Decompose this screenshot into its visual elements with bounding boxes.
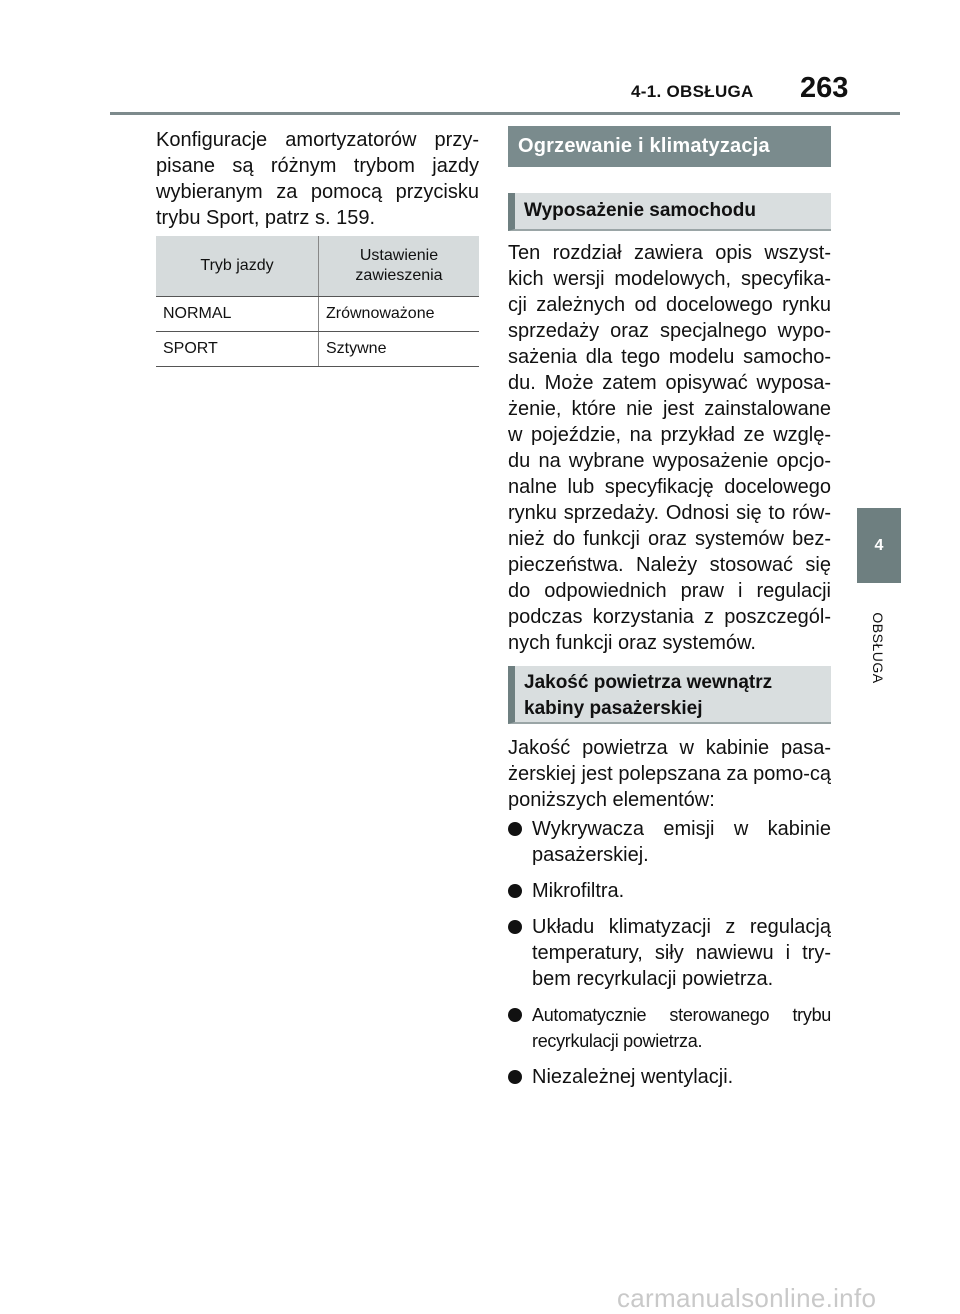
bullet-icon <box>508 822 522 836</box>
suspension-intro-paragraph: Konfiguracje amortyzatorów przy-pisane są różnym trybom jazdy wybieranym za pomocą przycisku trybu Sport, patrz s. 159. <box>156 129 479 229</box>
bullet-icon <box>508 1008 522 1022</box>
table-row <box>156 297 479 332</box>
table-cell: Zrównoważone <box>319 297 480 332</box>
table-row <box>156 332 479 367</box>
list-item-text: Układu klimatyzacji z regulacją temperatury, siły nawiewu i try-bem recyrkulacji powietrza. <box>532 916 831 990</box>
table-cell: SPORT <box>156 332 319 367</box>
equipment-paragraph: Ten rozdział zawiera opis wszyst-kich wersji modelowych, specyfika-cji zależnych od docelowego rynku sprzedaży oraz specjalnego wypo-sażenia dla tego modelu samocho-du. Może zatem opisywać wyposa-żenie, które nie jest zainstalowane w pojeździe, na przykład ze wzglę-du na wybrane wyposażenie opcjo-nalne lub specyfikację docelowego rynku sprzedaży. Odnosi się to rów-nież do funkcji oraz systemów bez-pieczeństwa. Należy stosować się do odpowiednich praw i regulacji podczas korzystania z poszczegól-nych funkcji oraz systemów. <box>508 242 831 654</box>
subheading-air-quality: Jakość powietrza wewnątrz kabiny pasażerskiej <box>508 666 831 724</box>
drive-mode-table <box>156 236 479 367</box>
list-item <box>508 914 831 992</box>
list-item <box>508 1064 831 1090</box>
air-quality-list <box>508 816 831 1090</box>
list-item <box>508 1002 831 1054</box>
table-header-cell: Ustawienie zawieszenia <box>319 236 480 297</box>
table-header-cell: Tryb jazdy <box>156 236 319 297</box>
header-divider <box>110 112 900 115</box>
subheading-equipment: Wyposażenie samochodu <box>508 193 831 231</box>
chapter-number: 4 <box>874 536 884 554</box>
list-item <box>508 878 831 904</box>
table-cell: Sztywne <box>319 332 480 367</box>
section-banner: Ogrzewanie i klimatyzacja <box>508 126 831 167</box>
watermark: carmanualsonline.info <box>617 1283 877 1313</box>
bullet-icon <box>508 1070 522 1084</box>
bullet-icon <box>508 884 522 898</box>
list-item-text: Niezależnej wentylacji. <box>532 1066 734 1088</box>
table-cell: NORMAL <box>156 297 319 332</box>
chapter-label <box>868 593 888 703</box>
list-item-text: Wykrywacza emisji w kabinie pasażerskiej. <box>532 818 831 866</box>
air-quality-paragraph: Jakość powietrza w kabinie pasa-żerskiej jest polepszana za pomo-cą poniższych elementów: <box>508 737 831 811</box>
list-item <box>508 816 831 868</box>
bullet-icon <box>508 920 522 934</box>
section-title: 4-1. OBSŁUGA <box>631 82 754 101</box>
page-number: 263 <box>800 72 849 104</box>
chapter-tab <box>857 508 901 583</box>
list-item-text: Mikrofiltra. <box>532 880 625 902</box>
chapter-label-text: OBSŁUGA <box>870 612 886 684</box>
list-item-text: Automatycznie sterowanego trybu recyrkulacji powietrza. <box>532 1005 831 1051</box>
table-header-row <box>156 236 479 297</box>
